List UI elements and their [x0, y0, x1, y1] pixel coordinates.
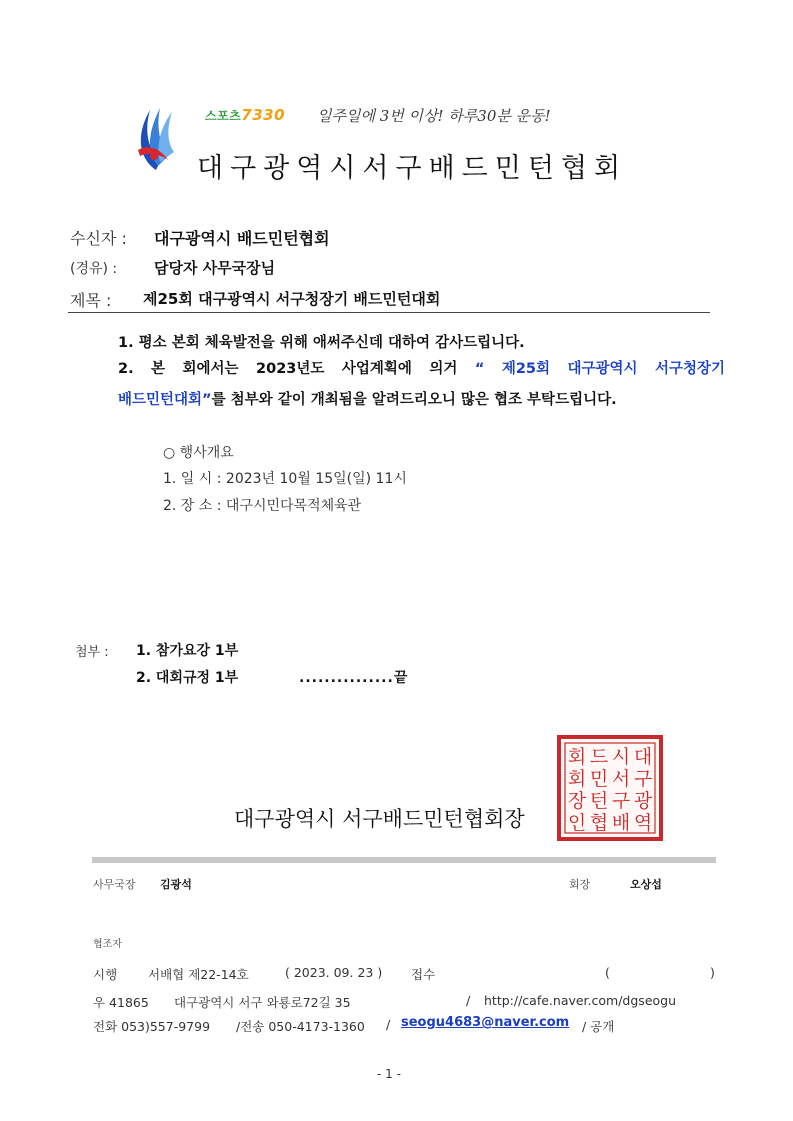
- seal-character: 민: [589, 768, 609, 790]
- receipt-paren-open: (: [605, 965, 610, 980]
- end-mark: ...............끝: [299, 670, 409, 686]
- event-place: 2. 장 소 : 대구시민다목적체육관: [163, 498, 362, 514]
- receipt-label: 접수: [411, 967, 436, 982]
- seal-character: 서: [611, 768, 631, 790]
- seal-character: 역: [633, 812, 653, 834]
- subject-label: 제목 :: [70, 291, 112, 310]
- cafe-url[interactable]: http://cafe.naver.com/dgseogu: [484, 993, 677, 1008]
- subject-value: 제25회 대구광역시 서구청장기 배드민턴대회: [143, 290, 441, 308]
- association-logo-icon: [130, 104, 182, 172]
- via-label: (경유) :: [70, 261, 118, 277]
- seal-character: 대: [633, 746, 653, 768]
- footer-divider: [92, 857, 716, 863]
- document-number: 서배협 제22-14호: [148, 967, 249, 982]
- attachments-label: 첨부 :: [75, 645, 109, 660]
- body-paragraph-2: [118, 357, 725, 378]
- seal-character: 장: [567, 790, 587, 812]
- official-seal-icon: [555, 733, 665, 843]
- president-name: 오상섭: [630, 878, 662, 891]
- body-paragraph-1: 1. 평소 본회 체육발전을 위해 애써주신데 대하여 감사드립니다.: [118, 335, 525, 351]
- event-name-highlight: “ 제25회 대구광역시 서구청장기: [474, 361, 726, 377]
- cooperator-label: 협조자: [93, 939, 122, 950]
- staff-label: 사무국장: [93, 878, 136, 891]
- closing-title: 대구광역시 서구배드민턴협회장: [234, 807, 525, 831]
- attachment-item: 1. 참가요강 1부: [136, 643, 239, 659]
- seal-character: 구: [633, 768, 653, 790]
- postal-code: 우 41865: [93, 995, 149, 1010]
- receipt-paren-close: ): [710, 965, 715, 980]
- telephone: 전화 053)557-9799: [93, 1019, 211, 1034]
- attachment-item: 2. 대회규정 1부: [136, 670, 239, 686]
- seal-character: 광: [633, 790, 653, 812]
- recipient-value: 대구광역시 배드민턴협회: [154, 229, 330, 248]
- document-date: ( 2023. 09. 23 ): [285, 965, 383, 980]
- enforcement-label: 시행: [93, 967, 118, 982]
- para2-text: 2. 본 회에서는 2023년도 사업계획에 의거: [118, 361, 475, 377]
- fax: /전송 050-4173-1360: [236, 1019, 365, 1034]
- slogan: 일주일에 3번 이상! 하루30분 운동!: [317, 107, 551, 125]
- event-name-highlight-cont: 배드민턴대회”: [118, 392, 212, 408]
- president-label: 회장: [569, 878, 591, 891]
- page-number: - 1 -: [377, 1067, 401, 1081]
- seal-character: 인: [567, 812, 587, 834]
- street-address: 대구광역시 서구 와룡로72길 35: [174, 995, 351, 1010]
- seal-character: 협: [589, 812, 609, 834]
- seal-character: 구: [611, 790, 631, 812]
- staff-name: 김광석: [160, 878, 192, 891]
- sports-logo-text: 스포츠: [205, 109, 242, 123]
- via-value: 담당자 사무국장님: [154, 259, 276, 277]
- address-separator: /: [466, 993, 471, 1008]
- seal-character: 회: [567, 768, 587, 790]
- org-title: 대구광역시서구배드민턴협회: [197, 153, 628, 184]
- email-link[interactable]: seogu4683@naver.com: [401, 1015, 570, 1030]
- subject-divider: [68, 312, 710, 313]
- sports-7330-logo: [205, 106, 285, 124]
- disclosure-status: / 공개: [582, 1019, 615, 1034]
- recipient-label: 수신자 :: [70, 229, 127, 248]
- seal-character: 드: [589, 746, 609, 768]
- body-paragraph-3: [118, 388, 617, 409]
- seal-character: 턴: [589, 790, 609, 812]
- event-date: 1. 일 시 : 2023년 10월 15일(일) 11시: [163, 471, 407, 487]
- seal-character: 시: [611, 746, 631, 768]
- seal-character: 회: [567, 746, 587, 768]
- seal-character: 배: [611, 812, 631, 834]
- sports-logo-number: 7330: [241, 106, 286, 124]
- email-separator: /: [386, 1017, 391, 1032]
- event-overview-heading: ○ 행사개요: [163, 445, 234, 461]
- para3-text: 를 첨부와 같이 개최됨을 알려드리오니 많은 협조 부탁드립니다.: [211, 392, 617, 408]
